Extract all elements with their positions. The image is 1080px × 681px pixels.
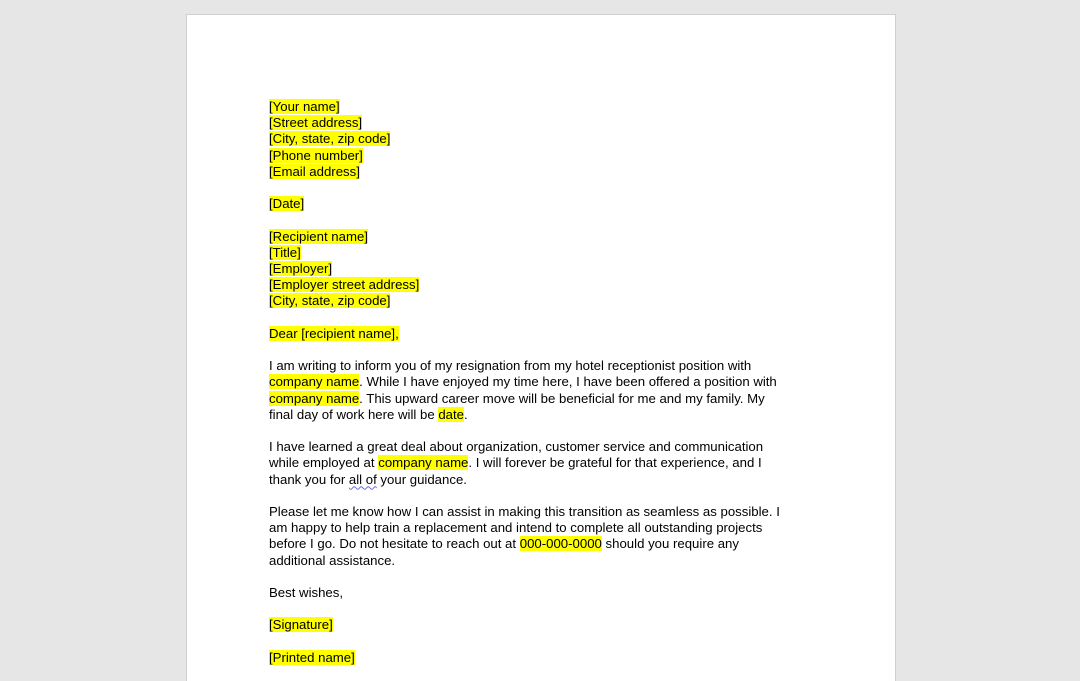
printed-name-block bbox=[269, 650, 829, 666]
paragraph-2-line-2-text: while employed at bbox=[269, 455, 379, 471]
closing bbox=[269, 585, 829, 601]
company-name-placeholder: company name bbox=[378, 455, 469, 471]
paragraph-1-line-4-end: . bbox=[464, 406, 468, 422]
paragraph-3-line-3-text: before I go. Do not hesitate to reach out at bbox=[269, 536, 520, 552]
date-placeholder: date bbox=[438, 406, 464, 422]
date-block bbox=[269, 196, 829, 212]
salutation bbox=[269, 326, 829, 342]
paragraph-2-line-3-end: your guidance. bbox=[376, 471, 467, 487]
recipient-title: [Title] bbox=[269, 244, 301, 260]
recipient-employer: [Employer] bbox=[269, 261, 333, 276]
printed-name-placeholder: [Printed name] bbox=[269, 649, 355, 665]
paragraph-1-line-4-text: final day of work here will be bbox=[269, 406, 439, 422]
document-page bbox=[186, 14, 896, 681]
paragraph-2-line-2-end: . I will forever be grateful for that experience, and I bbox=[468, 455, 762, 471]
company-name-placeholder: company name bbox=[269, 390, 360, 406]
paragraph-3-line-2: am happy to help train a replacement and intend to complete all outstanding projects bbox=[269, 520, 763, 536]
paragraph-3 bbox=[269, 504, 829, 569]
closing-text: Best wishes, bbox=[269, 584, 344, 600]
recipient-name: [Recipient name] bbox=[269, 228, 368, 244]
signature-placeholder: [Signature] bbox=[269, 617, 333, 633]
paragraph-3-line-1: Please let me know how I can assist in making this transition as seamless as possible. I bbox=[269, 503, 780, 519]
paragraph-2 bbox=[269, 439, 829, 488]
sender-block bbox=[269, 99, 829, 180]
paragraph-3-line-3-end: should you require any bbox=[601, 536, 739, 552]
phone-placeholder: 000-000-0000 bbox=[519, 536, 602, 552]
paragraph-1-line-2-text: . While I have enjoyed my time here, I have been offered a position with bbox=[359, 374, 777, 390]
sender-email: [Email address] bbox=[269, 163, 360, 179]
sender-phone: [Phone number] bbox=[269, 147, 363, 163]
recipient-city: [City, state, zip code] bbox=[269, 293, 391, 309]
letter-date: [Date] bbox=[269, 196, 305, 212]
sender-name: [Your name] bbox=[269, 99, 340, 114]
company-name-placeholder: company name bbox=[269, 374, 360, 390]
recipient-street: [Employer street address] bbox=[269, 277, 420, 293]
sender-street: [Street address] bbox=[269, 115, 363, 131]
grammar-flagged-text[interactable]: all of bbox=[348, 471, 377, 487]
paragraph-1 bbox=[269, 358, 829, 423]
paragraph-1-line-3-text: . This upward career move will be beneficial for me and my family. My bbox=[359, 390, 765, 406]
paragraph-2-line-3-start: thank you for bbox=[269, 471, 349, 487]
signature-block bbox=[269, 617, 829, 633]
salutation-text: Dear [recipient name], bbox=[269, 325, 399, 341]
paragraph-1-line-1: I am writing to inform you of my resignation from my hotel receptionist position with bbox=[269, 358, 752, 374]
recipient-block bbox=[269, 229, 829, 310]
sender-city: [City, state, zip code] bbox=[269, 131, 391, 147]
paragraph-2-line-1: I have learned a great deal about organization, customer service and communication bbox=[269, 439, 764, 455]
letter-body bbox=[269, 99, 829, 681]
paragraph-3-line-4: additional assistance. bbox=[269, 552, 396, 568]
